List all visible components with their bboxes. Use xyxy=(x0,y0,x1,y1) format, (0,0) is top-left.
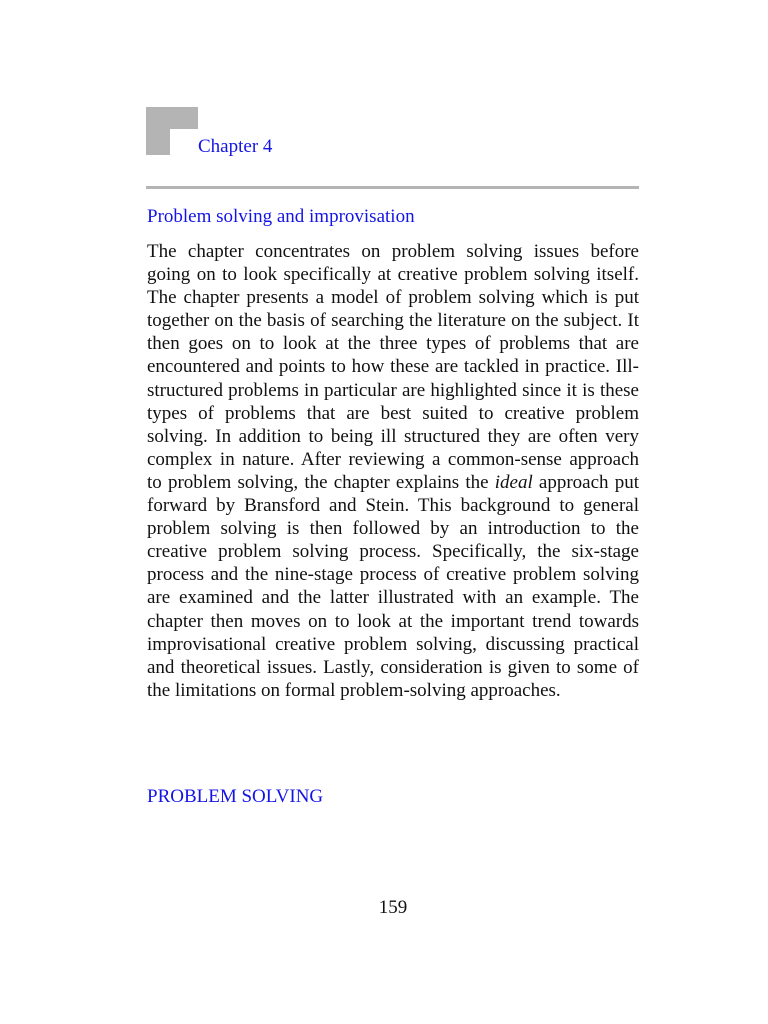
body-paragraph xyxy=(147,240,639,702)
body-text-part-1: The chapter concentrates on problem solving issues before going on to look specifically at creative problem solving itself. The chapter presents a model of problem solving which is put together on the basis of searching the literature on the subject. It then goes on to look at the three types of problems that are encountered and points to how these are tackled in practice. Ill-structured problems in particular are highlighted since it is these types of problems that are best suited to creative problem solving. In addition to being ill structured they are often very complex in nature. After reviewing a common-sense approach to problem solving, the chapter explains the xyxy=(147,241,639,493)
chapter-label: Chapter 4 xyxy=(198,136,273,157)
body-italic-word: ideal xyxy=(494,471,533,493)
section-title: Problem solving and improvisation xyxy=(147,206,415,227)
header-divider xyxy=(146,186,639,189)
chapter-corner-block xyxy=(146,107,198,155)
chapter-block-left-bar xyxy=(146,107,170,155)
subsection-title: PROBLEM SOLVING xyxy=(147,786,324,807)
body-text-part-2: approach put forward by Bransford and Stein. This background to general problem solving is then followed by an introduction to the creative problem solving process. Specifically, the six-stage process and the nine-stage process of creative problem solving are examined and the latter illustrated with an example. The chapter then moves on to look at the important trend towards improvisational creative problem solving, discussing practical and theoretical issues. Lastly, consideration is given to some of the limitations on formal problem-solving approaches. xyxy=(147,471,640,701)
page-number: 159 xyxy=(378,897,408,918)
